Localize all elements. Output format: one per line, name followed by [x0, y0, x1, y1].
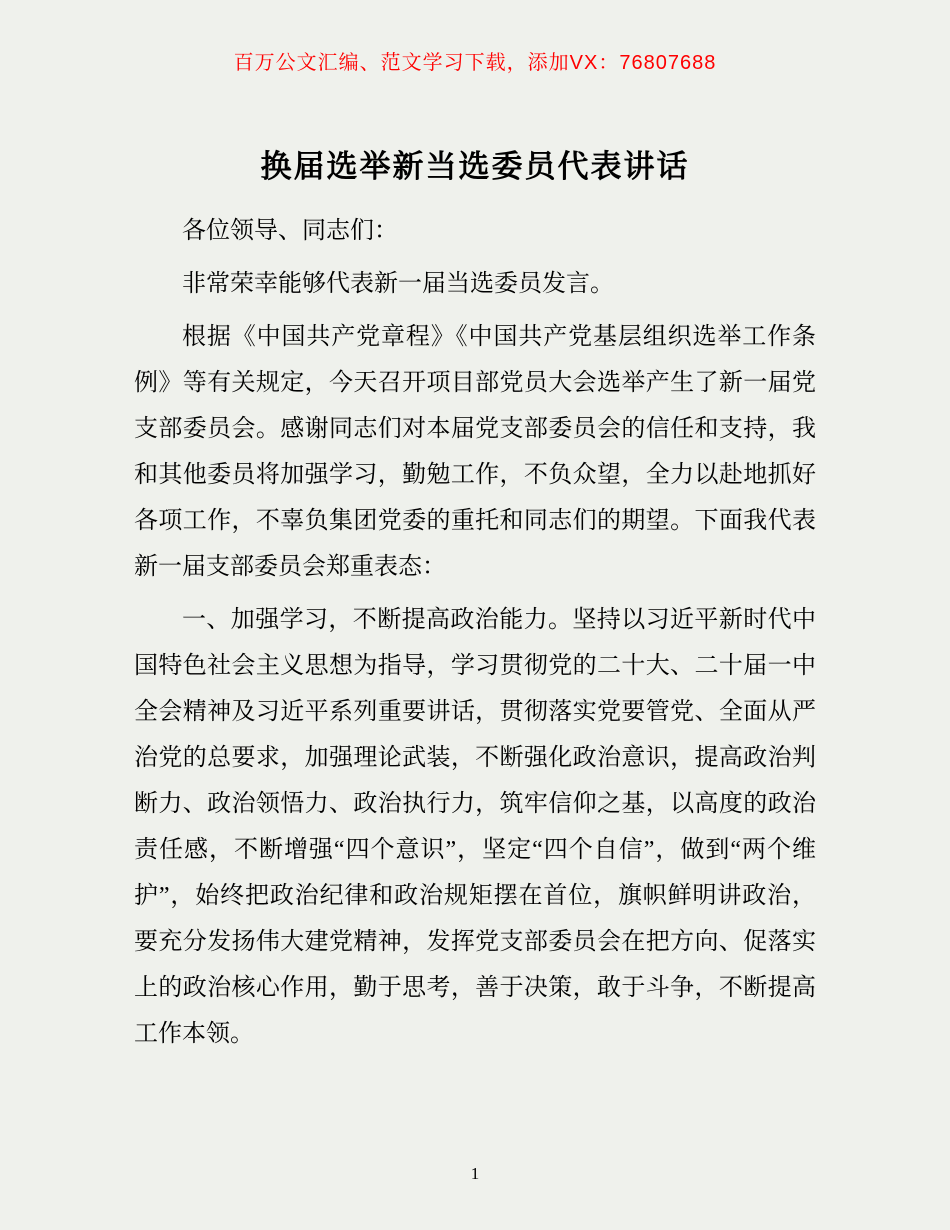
paragraph-salutation: 各位领导、同志们： [182, 218, 398, 244]
paragraph-opening: 非常荣幸能够代表新一届当选委员发言。 [182, 271, 614, 297]
paragraph-point-one: 一、加强学习，不断提高政治能力。坚持以习近平新时代中国特色社会主义思想为指导，学习贯彻党的二十大、二十届一中全会精神及习近平系列重要讲话，贯彻落实党要管党、全面从严治党的总要求，加强理论武装，不断强化政治意识，提高政治判断力、政治领悟力、政治执行力，筑牢信仰之基，以高度的政治责任感，不断增强“四个意识”，坚定“四个自信”，做到“两个维护”，始终把政治纪律和政治规矩摆在首位，旗帜鲜明讲政治，要充分发扬伟大建党精神，发挥党支部委员会在把方向、促落实上的政治核心作用，勤于思考，善于决策，敢于斗争，不断提高工作本领。 [134, 607, 816, 1047]
document-body [134, 208, 816, 1057]
page-number: 1 [470, 1164, 480, 1183]
paragraph-intro: 根据《中国共产党章程》《中国共产党基层组织选举工作条例》等有关规定，今天召开项目部党员大会选举产生了新一届党支部委员会。感谢同志们对本届党支部委员会的信任和支持，我和其他委员将加强学习，勤勉工作，不负众望，全力以赴地抓好各项工作，不辜负集团党委的重托和同志们的期望。下面我代表新一届支部委员会郑重表态： [134, 324, 816, 580]
document-title: 换届选举新当选委员代表讲话 [260, 149, 690, 184]
header-watermark-text: 百万公文汇编、范文学习下载，添加VX：76807688 [233, 52, 717, 74]
